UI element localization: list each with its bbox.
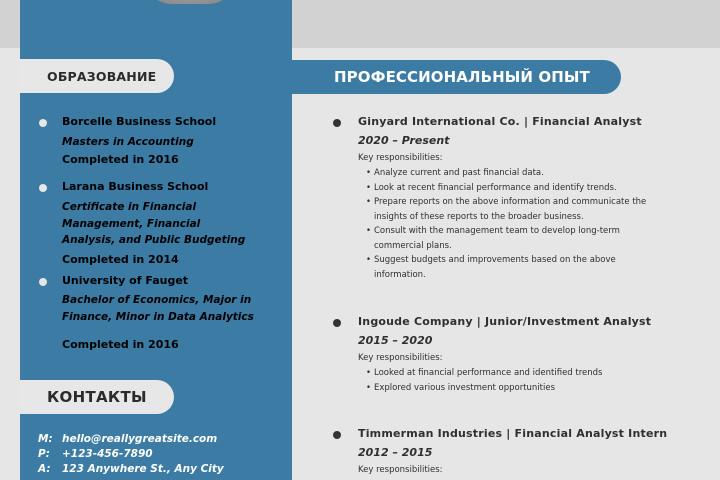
responsibilities-label: Key responsibilities: [358, 153, 443, 163]
job-title: Ingoude Company | Junior/Investment Analyst [358, 315, 652, 328]
address: 123 Anywhere St., Any City [62, 462, 224, 475]
profile-photo [142, 0, 238, 4]
school-name: University of Fauget [62, 274, 189, 287]
completion-year: Completed in 2016 [62, 153, 179, 166]
contact-phone [38, 446, 224, 461]
job-dates: 2020 – Present [358, 134, 450, 147]
completion-year: Completed in 2014 [62, 253, 179, 266]
job-dates: 2012 – 2015 [358, 446, 433, 459]
responsibility-list [366, 166, 666, 282]
degree: Bachelor of Economics, Major in Finance, Minor in Data Analytics [62, 294, 254, 323]
responsibility-item: • Analyze current and past financial data. [366, 166, 666, 181]
responsibility-item: • Consult with the management team to develop long-term commercial plans. [366, 224, 666, 253]
responsibility-list [366, 366, 666, 395]
bullet-icon [39, 184, 47, 192]
email-link[interactable]: hello@reallygreatsite.com [62, 432, 218, 445]
school-name: Borcelle Business School [62, 115, 217, 128]
responsibility-item: • Looked at financial performance and identified trends [366, 366, 666, 381]
job-title: Ginyard International Co. | Financial Analyst [358, 115, 642, 128]
contact-label: M: [38, 432, 53, 445]
contact-list [38, 431, 224, 476]
school-name: Larana Business School [62, 180, 209, 193]
responsibility-item: • Explored various investment opportunities [366, 381, 666, 396]
contacts-heading: КОНТАКТЫ [20, 380, 174, 414]
job-dates: 2015 – 2020 [358, 334, 433, 347]
responsibilities-label: Key responsibilities: [358, 465, 443, 475]
responsibility-item: • Look at recent financial performance and identify trends. [366, 181, 666, 196]
education-heading: ОБРАЗОВАНИЕ [20, 59, 174, 93]
contact-label: A: [38, 462, 51, 475]
contact-email [38, 431, 224, 446]
bullet-icon [333, 119, 341, 127]
phone-number: +123-456-7890 [62, 447, 153, 460]
contact-address [38, 461, 224, 476]
completion-year: Completed in 2016 [62, 338, 179, 351]
job-title: Timmerman Industries | Financial Analyst Intern [358, 427, 668, 440]
bullet-icon [333, 319, 341, 327]
degree: Masters in Accounting [62, 136, 194, 148]
responsibility-item: • Prepare reports on the above information and communicate the insights of these reports to the broader business. [366, 195, 666, 224]
bullet-icon [39, 278, 47, 286]
responsibility-item: • Suggest budgets and improvements based on the above information. [366, 253, 666, 282]
bullet-icon [39, 119, 47, 127]
responsibilities-label: Key responsibilities: [358, 353, 443, 363]
experience-heading: ПРОФЕССИОНАЛЬНЫЙ ОПЫТ [292, 60, 621, 94]
bullet-icon [333, 431, 341, 439]
contact-label: P: [38, 447, 50, 460]
degree: Certificate in Financial Management, Financial Analysis, and Public Budgeting [62, 201, 246, 246]
